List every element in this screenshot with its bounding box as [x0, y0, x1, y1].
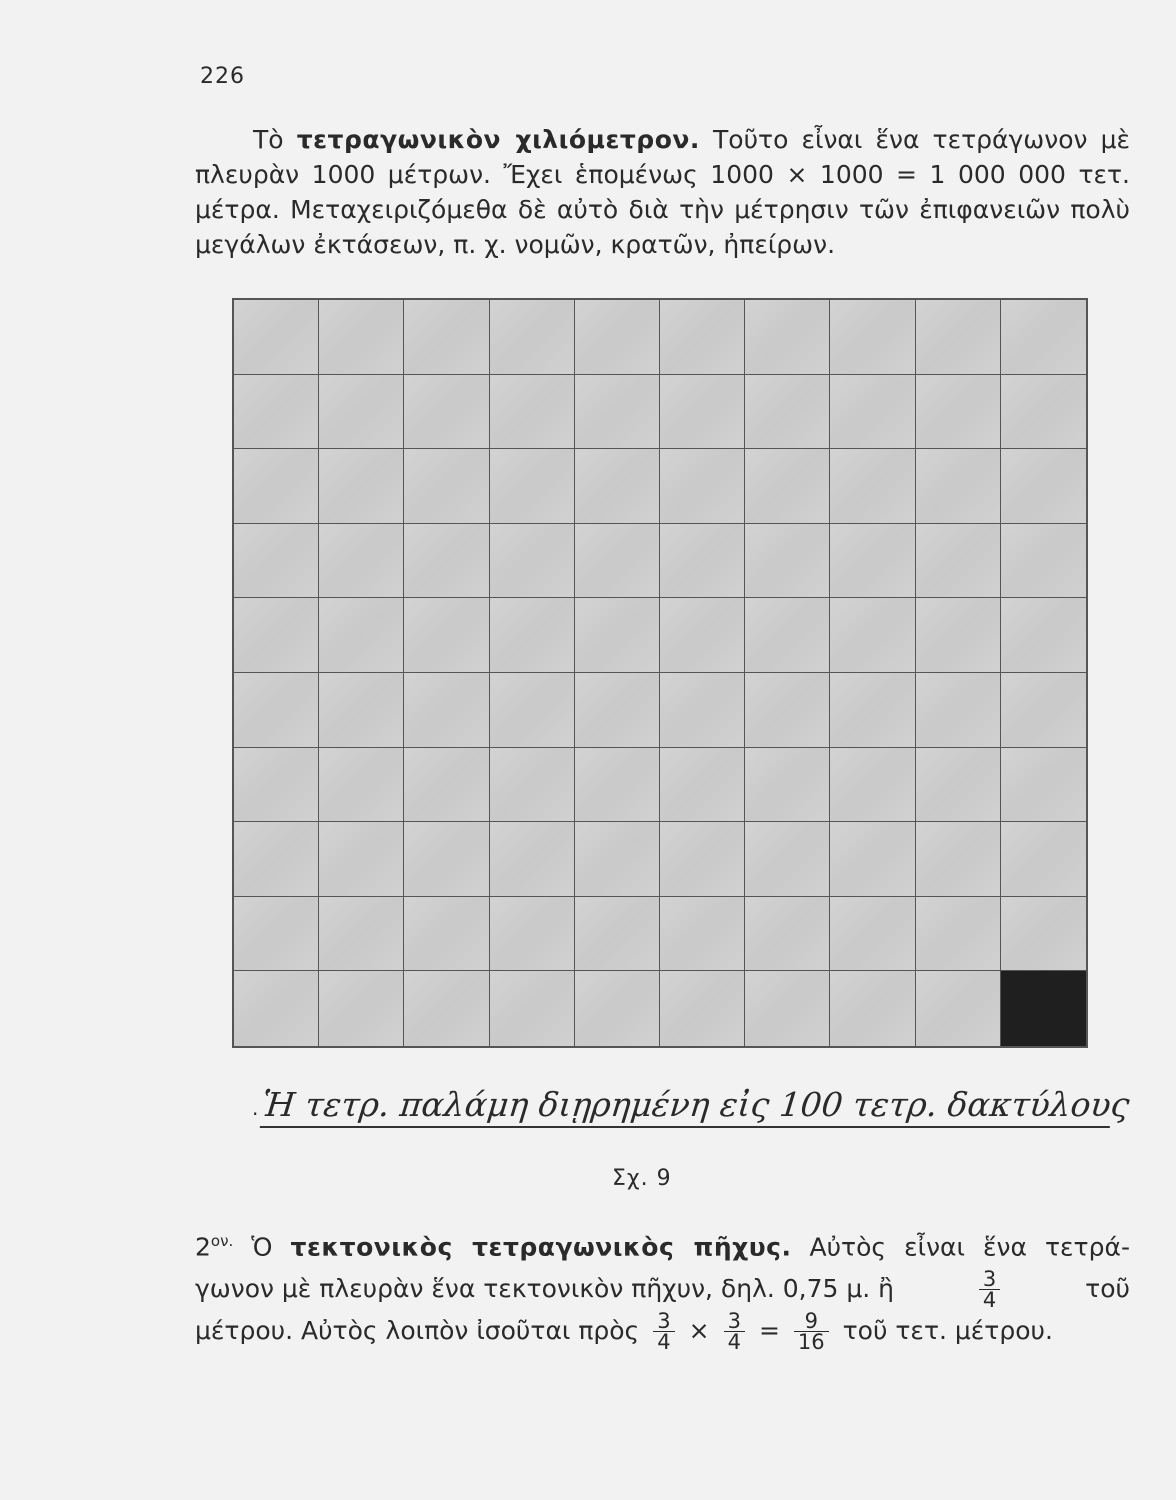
grid-cell — [490, 897, 575, 972]
grid-cell — [916, 971, 1001, 1046]
grid-cell — [319, 673, 404, 748]
grid-cell — [575, 897, 660, 972]
grid-cell — [830, 524, 915, 599]
fraction-b — [724, 1308, 745, 1354]
grid-cell — [319, 822, 404, 897]
grid-cell — [660, 822, 745, 897]
grid-cell — [575, 449, 660, 524]
grid-cell — [745, 598, 830, 673]
grid-cell — [575, 598, 660, 673]
grid-cell — [404, 897, 489, 972]
grid-cell — [490, 748, 575, 823]
grid-cell — [234, 524, 319, 599]
fraction-numerator: 3 — [979, 1269, 1000, 1290]
grid-cell — [745, 897, 830, 972]
paragraph2-line2-end: τοῦ — [1085, 1274, 1130, 1304]
grid-cell — [916, 897, 1001, 972]
grid-cell — [660, 449, 745, 524]
grid-cell — [404, 673, 489, 748]
times-sign: × — [688, 1316, 710, 1346]
grid-cell — [234, 449, 319, 524]
grid-cell — [660, 375, 745, 450]
grid-cell — [660, 897, 745, 972]
grid-cell — [1001, 897, 1086, 972]
grid-cell — [319, 897, 404, 972]
paragraph-body: Τοῦτο εἶναι ἕνα τετράγωνον μὲ πλευρὰν 1000 μέτρων. Ἔχει ἑπομένως 1000 × 1000 = 1 000 000 τετ. μέτρα. Μεταχειριζόμεθα δὲ αὐτὸ διὰ τὴν μέτρησιν τῶν ἐπιφανειῶν πολὺ μεγάλων ἐκτάσεων, π. χ. νομῶν, κρατῶν, ἠπείρων. — [195, 125, 1130, 259]
fraction-denominator: 4 — [657, 1329, 671, 1354]
fraction-denominator: 4 — [727, 1329, 741, 1354]
grid-cell — [490, 449, 575, 524]
ordinal-number: 2 — [195, 1232, 211, 1262]
paragraph2-line2-text: γωνον μὲ πλευρὰν ἕνα τεκτονικὸν πῆχυν, δηλ. 0,75 μ. ἢ — [195, 1274, 895, 1304]
grid-cell — [490, 822, 575, 897]
grid-cell — [916, 375, 1001, 450]
grid-cell — [1001, 748, 1086, 823]
term-cubit: τεκτονικὸς τετραγωνικὸς πῆχυς. — [290, 1232, 792, 1262]
grid-cell — [660, 748, 745, 823]
grid-cell — [575, 673, 660, 748]
grid-cell — [234, 822, 319, 897]
paragraph2-line3 — [195, 1310, 1130, 1352]
figure-grid — [232, 298, 1088, 1048]
fraction-denominator: 16 — [797, 1329, 825, 1354]
grid-cell — [490, 300, 575, 375]
grid-cell — [490, 375, 575, 450]
grid-cell — [830, 748, 915, 823]
grid-cell — [745, 822, 830, 897]
grid-cell — [490, 673, 575, 748]
grid-cell — [745, 673, 830, 748]
grid-cell — [404, 300, 489, 375]
grid-cell-shaded — [1001, 971, 1086, 1046]
grid-cell — [830, 897, 915, 972]
caption-mark: · — [252, 1102, 259, 1126]
fraction-three-quarters — [979, 1266, 1000, 1312]
grid-cell — [1001, 822, 1086, 897]
grid-cell — [745, 524, 830, 599]
grid-cell — [404, 375, 489, 450]
grid-cell — [745, 375, 830, 450]
paragraph2-line1 — [195, 1220, 1130, 1268]
fraction-a — [653, 1308, 674, 1354]
fraction-result — [794, 1308, 829, 1354]
grid-cell — [1001, 598, 1086, 673]
grid-cell — [234, 748, 319, 823]
grid-cell — [404, 971, 489, 1046]
grid-cell — [575, 524, 660, 599]
grid-cell — [575, 375, 660, 450]
square-grid-100 — [232, 298, 1088, 1048]
fraction-numerator: 9 — [794, 1311, 829, 1332]
paragraph-cubit — [195, 1220, 1130, 1352]
grid-cell — [830, 598, 915, 673]
grid-cell — [234, 598, 319, 673]
grid-cell — [830, 449, 915, 524]
grid-cell — [660, 524, 745, 599]
grid-cell — [916, 673, 1001, 748]
paragraph2-line3-text: μέτρου. Αὐτὸς λοιπὸν ἰσοῦται πρὸς — [195, 1316, 640, 1346]
grid-cell — [319, 598, 404, 673]
grid-cell — [234, 971, 319, 1046]
paragraph2-line2 — [195, 1268, 1130, 1310]
equals-sign: = — [758, 1316, 780, 1346]
figure-caption: Ἡ τετρ. παλάμη διῃρημένη εἰς 100 τετρ. δακτύλους — [260, 1085, 1115, 1128]
paragraph2-line3-end: τοῦ τετ. μέτρου. — [842, 1316, 1053, 1346]
grid-cell — [234, 673, 319, 748]
grid-cell — [404, 822, 489, 897]
grid-cell — [745, 971, 830, 1046]
grid-cell — [830, 300, 915, 375]
grid-cell — [319, 524, 404, 599]
grid-cell — [660, 673, 745, 748]
grid-cell — [404, 449, 489, 524]
grid-cell — [575, 300, 660, 375]
grid-cell — [916, 748, 1001, 823]
grid-cell — [1001, 673, 1086, 748]
grid-cell — [404, 748, 489, 823]
fraction-numerator: 3 — [724, 1311, 745, 1332]
grid-cell — [830, 673, 915, 748]
grid-cell — [1001, 524, 1086, 599]
term-square-kilometer: τετραγωνικὸν χιλιόμετρον. — [296, 125, 700, 154]
page-number: 226 — [200, 64, 245, 89]
grid-cell — [234, 375, 319, 450]
grid-cell — [830, 822, 915, 897]
grid-cell — [916, 524, 1001, 599]
fraction-numerator: 3 — [653, 1311, 674, 1332]
grid-cell — [319, 748, 404, 823]
grid-cell — [916, 822, 1001, 897]
grid-cell — [319, 971, 404, 1046]
grid-cell — [1001, 300, 1086, 375]
grid-cell — [319, 300, 404, 375]
figure-label: Σχ. 9 — [612, 1166, 672, 1191]
grid-cell — [916, 300, 1001, 375]
grid-cell — [916, 449, 1001, 524]
grid-cell — [404, 598, 489, 673]
paragraph-square-kilometer — [195, 122, 1130, 262]
grid-cell — [745, 300, 830, 375]
grid-cell — [404, 524, 489, 599]
fraction-denominator: 4 — [982, 1287, 997, 1312]
grid-cell — [490, 971, 575, 1046]
grid-cell — [660, 598, 745, 673]
grid-cell — [660, 300, 745, 375]
grid-cell — [660, 971, 745, 1046]
grid-cell — [490, 598, 575, 673]
ordinal-suffix: ον. — [210, 1232, 234, 1250]
grid-cell — [234, 897, 319, 972]
paragraph2-lead: Ὁ — [251, 1232, 273, 1262]
grid-cell — [830, 971, 915, 1046]
grid-cell — [745, 449, 830, 524]
grid-cell — [1001, 375, 1086, 450]
grid-cell — [319, 375, 404, 450]
paragraph-lead: Τὸ — [253, 125, 284, 154]
grid-cell — [490, 524, 575, 599]
grid-cell — [234, 300, 319, 375]
grid-cell — [575, 822, 660, 897]
grid-cell — [319, 449, 404, 524]
paragraph2-line1-rest: Αὐτὸς εἶναι ἕνα τετρά- — [809, 1232, 1130, 1262]
grid-cell — [1001, 449, 1086, 524]
grid-cell — [575, 748, 660, 823]
grid-cell — [745, 748, 830, 823]
grid-cell — [830, 375, 915, 450]
grid-cell — [916, 598, 1001, 673]
grid-cell — [575, 971, 660, 1046]
